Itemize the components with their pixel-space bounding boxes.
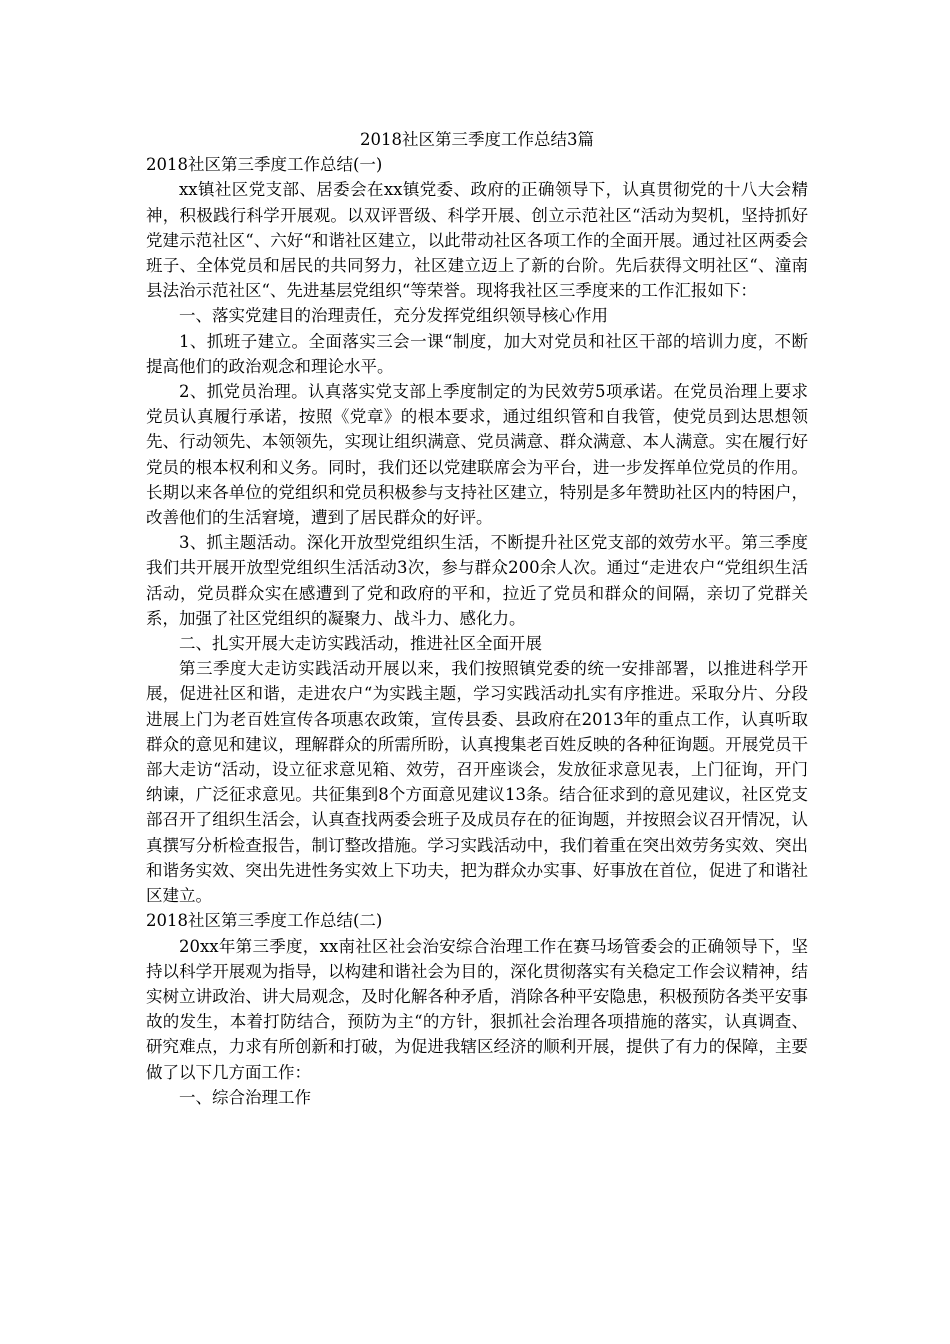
part1-item3-paragraph: 3、抓主题活动。深化开放型党组织生活，不断提升社区党支部的效劳水平。第三季度我们共开展开放型党组织生活活动3次，参与群众200余人次。通过“走进农户“党组织生活活动，党员群众实在感遭到了党和政府的平和，拉近了党员和群众的间隔，亲切了党群关系，加强了社区党组织的凝聚力、战斗力、感化力。 bbox=[146, 533, 808, 628]
part1-section1-heading: 一、落实党建目的治理责任，充分发挥党组织领导核心作用 bbox=[179, 306, 608, 326]
document-title: 2018社区第三季度工作总结3篇 bbox=[360, 130, 594, 149]
part2-subtitle: 2018社区第三季度工作总结(二) bbox=[146, 911, 383, 931]
part1-section2-paragraph: 第三季度大走访实践活动开展以来，我们按照镇党委的统一安排部署，以推进科学开展，促进社区和谐，走进农户“为实践主题，学习实践活动扎实有序推进。采取分片、分段进展上门为老百姓宣传各项惠农政策，宣传县委、县政府在2013年的重点工作，认真听取群众的意见和建议，理解群众的所需所盼，认真搜集老百姓反映的各种征询题。开展党员干部大走访“活动，设立征求意见箱、效劳，召开座谈会，发放征求意见表，上门征询，开门纳谏，广泛征求意见。共征集到8个方面意见建议13条。结合征求到的意见建议，社区党支部召开了组织生活会，认真查找两委会班子及成员存在的征询题，并按照会议召开情况，认真撰写分析检查报告，制订整改措施。学习实践活动中，我们着重在突出效劳务实效、突出和谐务实效、突出先进性务实效上下功夫，把为群众办实事、好事放在首位，促进了和谐社区建立。 bbox=[146, 659, 808, 906]
part1-section2-heading: 二、扎实开展大走访实践活动，推进社区全面开展 bbox=[179, 634, 542, 654]
part1-intro-paragraph: xx镇社区党支部、居委会在xx镇党委、政府的正确领导下，认真贯彻党的十八大会精神，积极践行科学开展观。以双评晋级、科学开展、创立示范社区“活动为契机，坚持抓好党建示范社区“、六好“和谐社区建立，以此带动社区各项工作的全面开展。通过社区两委会班子、全体党员和居民的共同努力，社区建立迈上了新的台阶。先后获得文明社区“、潼南县法治示范社区“、先进基层党组织“等荣誉。现将我社区三季度来的工作汇报如下： bbox=[146, 180, 808, 301]
part1-item2-paragraph: 2、抓党员治理。认真落实党支部上季度制定的为民效劳5项承诺。在党员治理上要求党员认真履行承诺，按照《党章》的根本要求，通过组织管和自我管，使党员到达思想领先、行动领先、本领领先，实现让组织满意、党员满意、群众满意、本人满意。实在履行好党员的根本权利和义务。同时，我们还以党建联席会为平台，进一步发挥单位党员的作用。长期以来各单位的党组织和党员积极参与支持社区建立，特别是多年赞助社区内的特困户，改善他们的生活窘境，遭到了居民群众的好评。 bbox=[146, 382, 808, 528]
part1-item1-paragraph: 1、抓班子建立。全面落实三会一课“制度，加大对党员和社区干部的培训力度，不断提高他们的政治观念和理论水平。 bbox=[146, 331, 808, 376]
part2-intro-paragraph: 20xx年第三季度，xx南社区社会治安综合治理工作在赛马场管委会的正确领导下，坚持以科学开展观为指导，以构建和谐社会为目的，深化贯彻落实有关稳定工作会议精神，结实树立讲政治、讲大局观念，及时化解各种矛盾，消除各种平安隐患，积极预防各类平安事故的发生，本着打防结合，预防为主“的方针，狠抓社会治理各项措施的落实，认真调查、研究难点，力求有所创新和打破，为促进我辖区经济的顺利开展，提供了有力的保障，主要做了以下几方面工作： bbox=[146, 936, 808, 1082]
part2-section1-heading: 一、综合治理工作 bbox=[179, 1087, 311, 1107]
document-page bbox=[146, 127, 808, 1110]
part1-subtitle: 2018社区第三季度工作总结(一) bbox=[146, 155, 383, 175]
